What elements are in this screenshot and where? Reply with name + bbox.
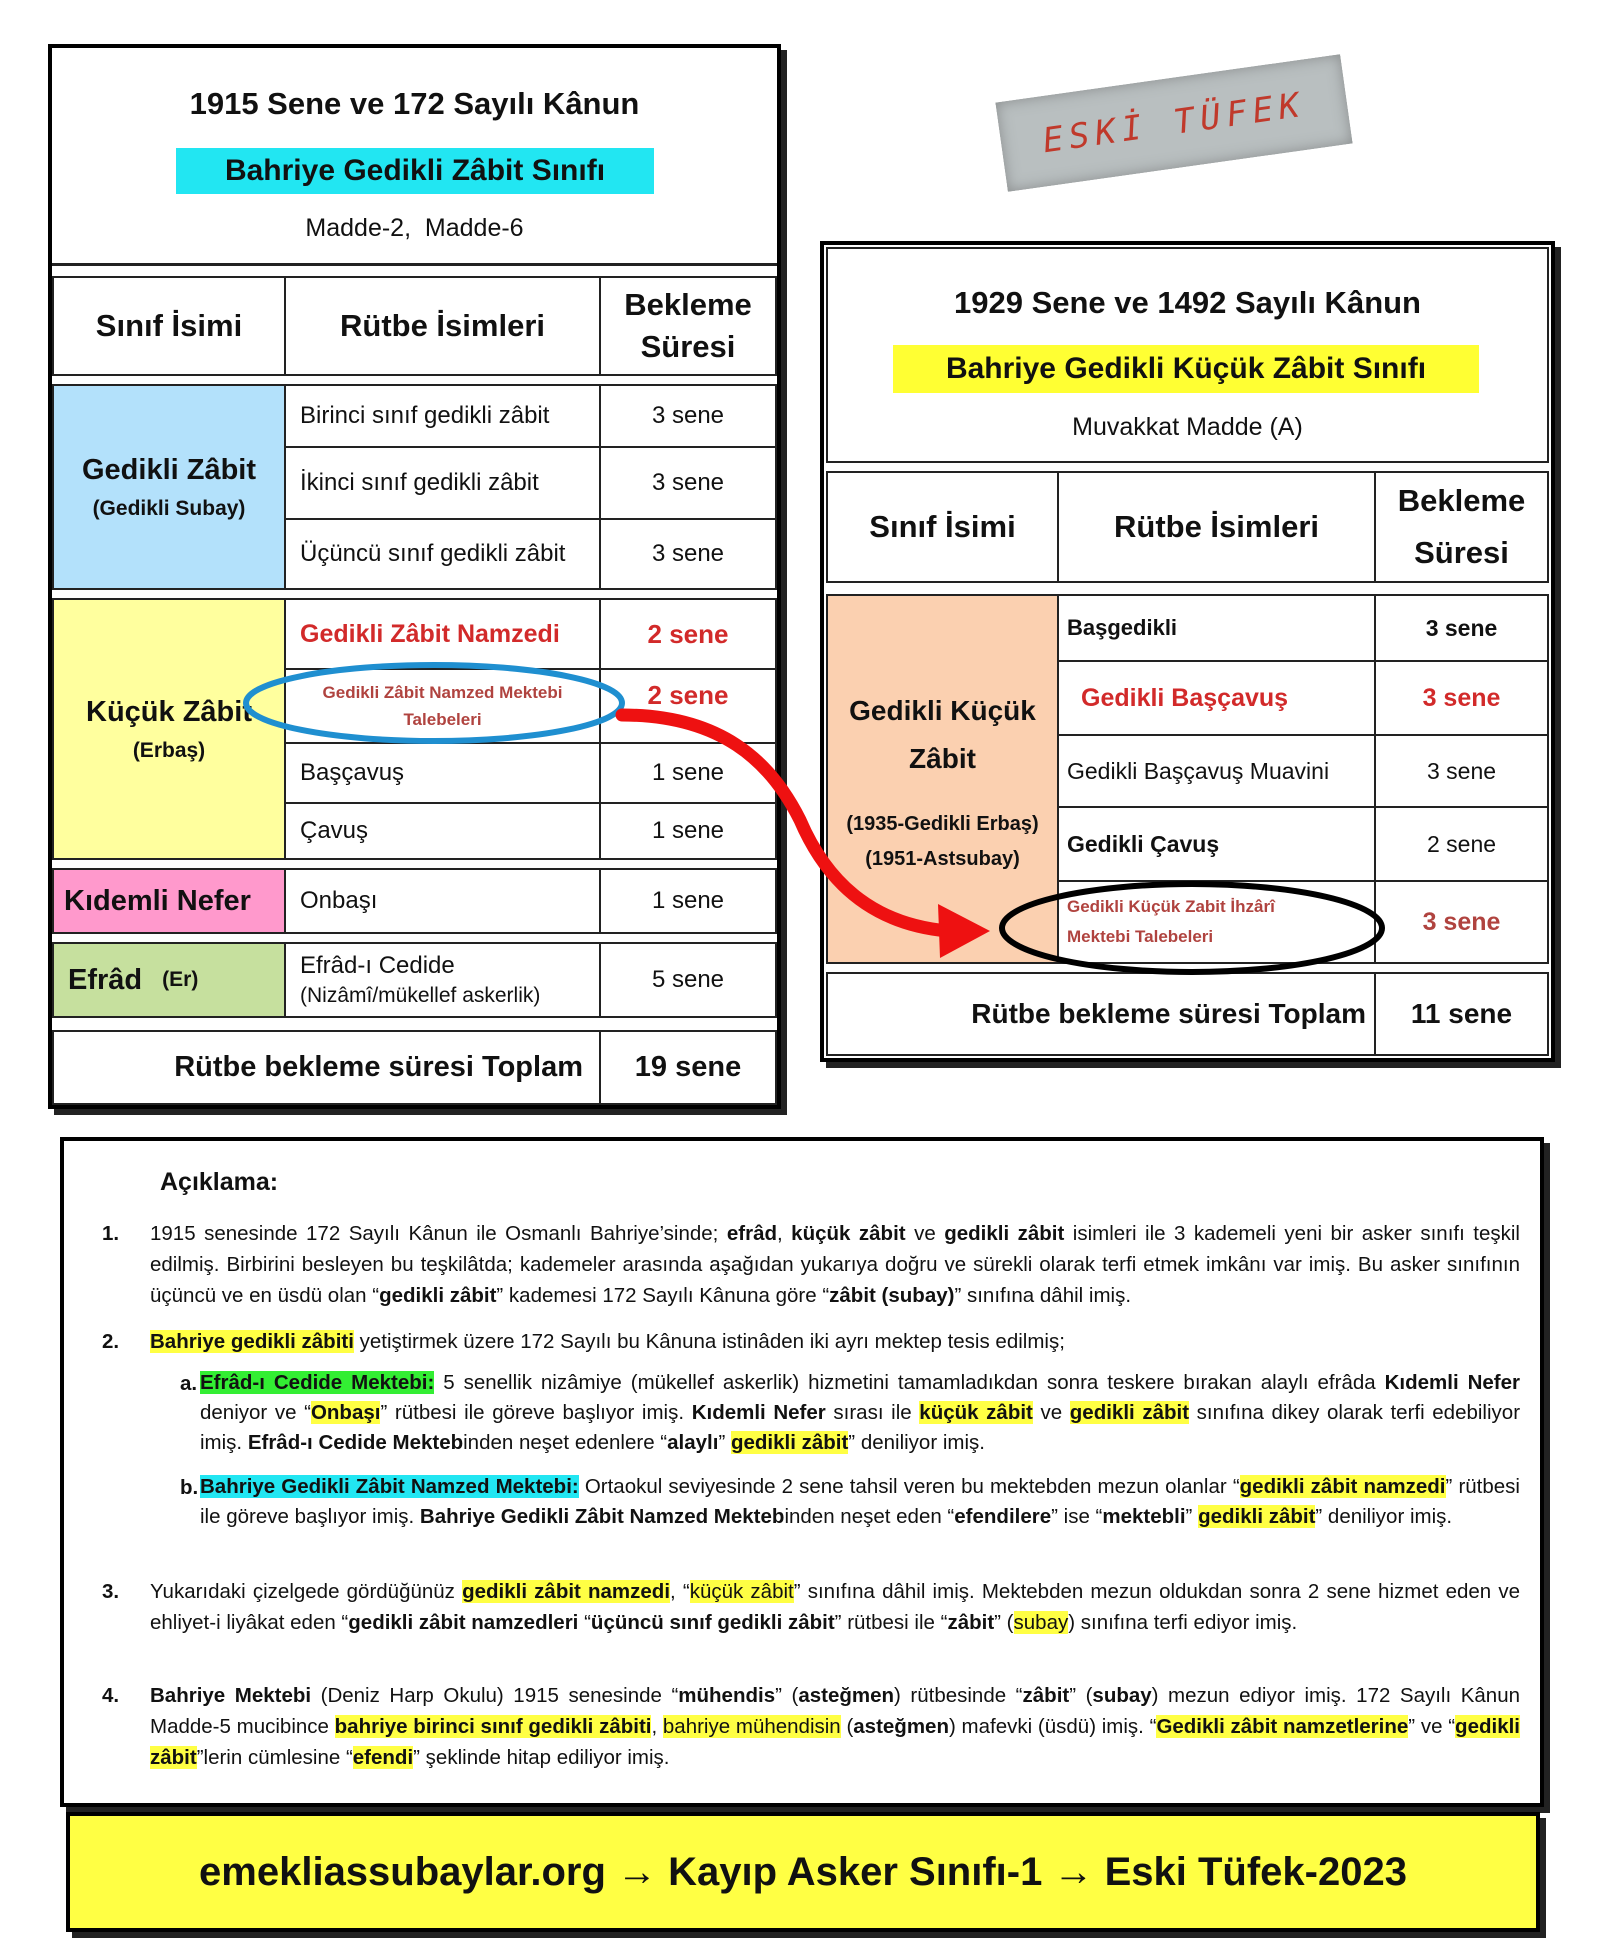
item-number: b. <box>180 1476 199 1499</box>
left-subtitle <box>176 148 654 194</box>
group-note-line: (1935-Gedikli Erbaş) <box>846 813 1039 835</box>
text-run: Onbaşı <box>310 1401 381 1424</box>
text-run: ” deniliyor imiş. <box>1315 1505 1453 1528</box>
explanation-item-2a <box>200 1368 1520 1458</box>
text-run: alaylı <box>667 1431 719 1454</box>
text-run: ) rütbesinde “ <box>894 1684 1023 1707</box>
text-run: efendilere <box>954 1505 1052 1528</box>
group-name-line: Zâbit <box>909 743 976 774</box>
left-rank-row: Onbaşı <box>284 868 601 934</box>
group-kidemli-nefer <box>52 868 286 934</box>
right-rank-row <box>1057 880 1376 964</box>
text-run: gedikli zâbit <box>730 1431 849 1454</box>
text-run: gedikli zâbit <box>1069 1401 1190 1424</box>
left-rank-row: Gedikli Zâbit Namzedi <box>284 598 601 670</box>
text-run: subay <box>1013 1611 1069 1634</box>
text-run: , <box>777 1222 792 1245</box>
left-title-block <box>52 48 777 266</box>
left-rank-text: Gedikli Zâbit Namzed Mektebi <box>322 683 563 702</box>
left-header-wait-1: Bekleme <box>624 287 752 322</box>
explanation-item-3 <box>150 1576 1520 1638</box>
group-gedikli-zabit <box>52 384 286 590</box>
text-run: Kıdemli Nefer <box>1384 1371 1521 1394</box>
text-run: gedikli zâbit namzedi <box>462 1580 671 1603</box>
group-gedikli-zabit-alt: (Gedikli Subay) <box>92 496 246 520</box>
text-run: zâbit <box>1022 1684 1070 1707</box>
text-run: efendi <box>352 1746 414 1769</box>
right-subtitle <box>893 345 1479 393</box>
text-run: Efrâd-ı Cedide Mektebi: <box>200 1371 435 1394</box>
item-number: 4. <box>102 1684 120 1707</box>
text-run: isimleri ile 3 kademeli yeni bir asker sınıfı teşkil edilmiş. Birbirini besleyen bu teşkilâtda; kademeler arasında aşağıdan yukarıya doğru ve sürekli olarak terfi etmek imkânı var imiş. Bu asker sınıfının üçüncü ve en üsdü olan “ <box>150 1222 1520 1307</box>
right-wait-cell: 3 sene <box>1374 594 1549 662</box>
text-run: 5 senellik nizâmiye (mükellef askerlik) hizmetini tamamladıkdan sonra teskere bırakan alaylı efrâda <box>434 1371 1385 1394</box>
right-header-wait-1: Bekleme <box>1397 483 1526 518</box>
text-run: asteğmen <box>798 1684 895 1707</box>
right-header-wait-2: Süresi <box>1414 535 1509 570</box>
right-articles: Muvakkat Madde (A) <box>1072 413 1303 441</box>
text-run: sırası ile <box>825 1401 920 1424</box>
item-number: 1. <box>102 1222 120 1245</box>
text-run: ” rütbesi ile göreve başlıyor imiş. <box>200 1475 1520 1528</box>
right-rank-row: Başgedikli <box>1057 594 1376 662</box>
right-title: 1929 Sene ve 1492 Sayılı Kânun <box>954 285 1421 320</box>
text-run: ” kademesi 172 Sayılı Kânuna göre “ <box>496 1284 830 1307</box>
text-run: küçük zâbit <box>791 1222 906 1245</box>
left-rank-text: (Nizâmî/mükellef askerlik) <box>300 984 541 1007</box>
text-run: ” şeklinde hitap ediliyor imiş. <box>413 1746 670 1769</box>
left-wait-cell: 2 sene <box>599 668 777 744</box>
text-run: bahriye birinci sınıf gedikli zâbiti <box>334 1715 652 1738</box>
left-wait-cell: 1 sene <box>599 742 777 804</box>
right-header-wait <box>1374 471 1549 583</box>
text-run: zâbit (subay) <box>829 1284 955 1307</box>
explanation-item-4 <box>150 1680 1520 1773</box>
left-wait-cell: 3 sene <box>599 518 777 590</box>
text-run: Bahriye gedikli zâbiti <box>150 1330 354 1353</box>
left-rank-row: Birinci sınıf gedikli zâbit <box>284 384 601 448</box>
text-run: ” ( <box>775 1684 799 1707</box>
left-subtitle-text: Bahriye Gedikli Zâbit Sınıfı <box>224 154 606 187</box>
right-subtitle-text: Bahriye Gedikli Küçük Zâbit Sınıfı <box>945 352 1427 385</box>
stamp-text: ESKİ TÜFEK <box>1040 84 1308 162</box>
left-header-wait-2: Süresi <box>640 329 736 364</box>
text-run: gedikli zâbit <box>944 1222 1065 1245</box>
text-run: ) mezun ediyor imiş. 172 Sayılı Kânun Madde-5 mucibince <box>150 1684 1520 1738</box>
left-rank-text: Talebeleri <box>403 710 482 729</box>
group-kucuk-zabit <box>52 598 286 860</box>
text-run: üçüncü sınıf gedikli zâbit <box>590 1611 835 1634</box>
text-run: ) sınıfına terfi ediyor imiş. <box>1068 1611 1298 1634</box>
right-rank-row: Gedikli Başçavuş Muavini <box>1057 734 1376 808</box>
group-name-line: Gedikli Küçük <box>849 695 1036 726</box>
right-header-ranks: Rütbe İsimleri <box>1057 471 1376 583</box>
text-run: , <box>651 1715 663 1738</box>
explanation-heading: Açıklama: <box>160 1168 279 1196</box>
text-run: gedikli zâbit <box>1198 1505 1316 1528</box>
right-wait-cell: 3 sene <box>1374 660 1549 736</box>
text-run: Bahriye Gedikli Zâbit Namzed Mekteb <box>419 1505 785 1528</box>
group-kidemli-nefer-name: Kıdemli Nefer <box>64 884 251 917</box>
right-wait-cell: 3 sene <box>1374 734 1549 808</box>
left-header-wait <box>599 276 777 376</box>
footer-text: emekliassubaylar.org → Kayıp Asker Sınıfı-1 → Eski Tüfek-2023 <box>199 1849 1407 1894</box>
text-run: ” ( <box>994 1611 1014 1634</box>
left-rank-row: İkinci sınıf gedikli zâbit <box>284 446 601 520</box>
text-run: gedikli zâbit <box>150 1715 1520 1769</box>
text-run: (Deniz Harp Okulu) 1915 senesinde “ <box>311 1684 679 1707</box>
text-run: sınıfına dikey olarak terfi edebiliyor imiş. <box>200 1401 1521 1454</box>
right-title-block <box>826 247 1549 463</box>
group-kucuk-zabit-alt: (Erbaş) <box>132 738 206 762</box>
left-wait-cell: 5 sene <box>599 942 777 1018</box>
left-wait-cell: 2 sene <box>599 598 777 670</box>
text-run: Ortaokul seviyesinde 2 sene tahsil veren bu mektebden mezun olanlar “ <box>578 1475 1240 1498</box>
text-run: ”lerin cümlesine “ <box>196 1746 353 1769</box>
text-run: gedikli zâbit namzedi <box>1239 1475 1446 1498</box>
text-run: zâbit <box>947 1611 995 1634</box>
item-number: 2. <box>102 1330 120 1353</box>
group-efrad-name: Efrâd <box>68 963 143 996</box>
left-total-label: Rütbe bekleme süresi Toplam <box>52 1030 601 1105</box>
left-wait-cell: 1 sene <box>599 802 777 860</box>
left-wait-cell: 3 sene <box>599 446 777 520</box>
text-run: ” <box>1185 1505 1199 1528</box>
right-header-class: Sınıf İsimi <box>826 471 1059 583</box>
text-run: ” ve “ <box>1408 1715 1456 1738</box>
text-run: ” sınıfına dâhil imiş. Mektebden mezun oldukdan sonra 2 sene hizmet eden ve ehliyet-i liyâkat eden “ <box>150 1580 1520 1634</box>
right-total-value: 11 sene <box>1374 972 1549 1056</box>
text-run: ve <box>1032 1401 1070 1424</box>
text-run: Yukarıdaki çizelgede gördüğünüz <box>150 1580 463 1603</box>
left-rank-row <box>284 942 601 1018</box>
text-run: yetiştirmek üzere 172 Sayılı bu Kânuna istinâden iki ayrı mektep tesis edilmiş; <box>353 1330 1065 1353</box>
text-run: , “ <box>670 1580 690 1603</box>
text-run: ” sınıfına dâhil imiş. <box>954 1284 1132 1307</box>
text-run: mektebli <box>1102 1505 1186 1528</box>
explanation-item-2 <box>150 1326 1520 1357</box>
right-rank-row: Gedikli Çavuş <box>1057 806 1376 882</box>
group-gedikli-kucuk-zabit <box>826 594 1059 964</box>
text-run: inden neşet edenlere “ <box>463 1431 668 1454</box>
footer-banner <box>66 1812 1540 1932</box>
left-wait-cell: 3 sene <box>599 384 777 448</box>
text-run: ( <box>840 1715 854 1738</box>
group-gedikli-zabit-name: Gedikli Zâbit <box>81 453 257 486</box>
left-title: 1915 Sene ve 172 Sayılı Kânun <box>189 86 640 121</box>
text-run: Bahriye Mektebi <box>150 1684 312 1707</box>
left-total-value: 19 sene <box>599 1030 777 1105</box>
text-run: ) mafevki (üsdü) imiş. “ <box>949 1715 1157 1738</box>
item-number: 3. <box>102 1580 120 1603</box>
text-run: ” rütbesi ile “ <box>834 1611 948 1634</box>
text-run: deniyor ve “ <box>200 1401 311 1424</box>
left-rank-row <box>284 668 601 744</box>
explanation-item-1 <box>150 1218 1520 1311</box>
text-run: gedikli zâbit <box>379 1284 497 1307</box>
text-run: 1915 senesinde 172 Sayılı Kânun ile Osmanlı Bahriye’sinde; <box>150 1222 727 1245</box>
text-run: Gedikli zâbit namzetlerine <box>1156 1715 1409 1738</box>
text-run: Kıdemli Nefer <box>691 1401 826 1424</box>
group-note-line: (1951-Astsubay) <box>865 848 1020 870</box>
text-run: ” ise “ <box>1051 1505 1103 1528</box>
right-wait-cell: 3 sene <box>1374 880 1549 964</box>
right-wait-cell: 2 sene <box>1374 806 1549 882</box>
text-run: bahriye mühendisin <box>662 1715 841 1738</box>
group-efrad-alt: (Er) <box>162 968 199 991</box>
item-number: a. <box>180 1372 198 1395</box>
text-run: ve <box>905 1222 945 1245</box>
text-run: efrâd <box>726 1222 777 1245</box>
right-total-label: Rütbe bekleme süresi Toplam <box>826 972 1376 1056</box>
group-efrad <box>52 942 286 1018</box>
right-rank-text: Gedikli Küçük Zabit İhzârî <box>1067 897 1275 916</box>
group-kucuk-zabit-name: Küçük Zâbit <box>86 695 252 728</box>
left-rank-row: Çavuş <box>284 802 601 860</box>
explanation-item-2b <box>200 1472 1520 1532</box>
left-rank-row: Üçüncü sınıf gedikli zâbit <box>284 518 601 590</box>
left-rank-text: Efrâd-ı Cedide <box>300 952 455 979</box>
left-header-class: Sınıf İsimi <box>52 276 286 376</box>
text-run: ” deniliyor imiş. <box>848 1431 985 1454</box>
text-run: küçük zâbit <box>689 1580 794 1603</box>
text-run: Bahriye Gedikli Zâbit Namzed Mektebi: <box>200 1475 579 1498</box>
text-run: küçük zâbit <box>919 1401 1033 1424</box>
text-run: mühendis <box>678 1684 776 1707</box>
text-run: Efrâd-ı Cedide Mekteb <box>247 1431 464 1454</box>
text-run: inden neşet eden “ <box>784 1505 955 1528</box>
left-rank-row: Başçavuş <box>284 742 601 804</box>
text-run: ” ( <box>1069 1684 1093 1707</box>
text-run: ” <box>718 1431 731 1454</box>
left-wait-cell: 1 sene <box>599 868 777 934</box>
stamp <box>995 54 1352 192</box>
left-header-ranks: Rütbe İsimleri <box>284 276 601 376</box>
text-run: asteğmen <box>853 1715 949 1738</box>
right-rank-text: Mektebi Talebeleri <box>1067 927 1214 946</box>
text-run: gedikli zâbit namzedleri <box>348 1611 579 1634</box>
right-rank-row: Gedikli Başçavuş <box>1057 660 1376 736</box>
text-run: subay <box>1092 1684 1152 1707</box>
left-articles: Madde-2, Madde-6 <box>305 214 524 242</box>
text-run: ” rütbesi ile göreve başlıyor imiş. <box>380 1401 692 1424</box>
text-run: “ <box>578 1611 591 1634</box>
